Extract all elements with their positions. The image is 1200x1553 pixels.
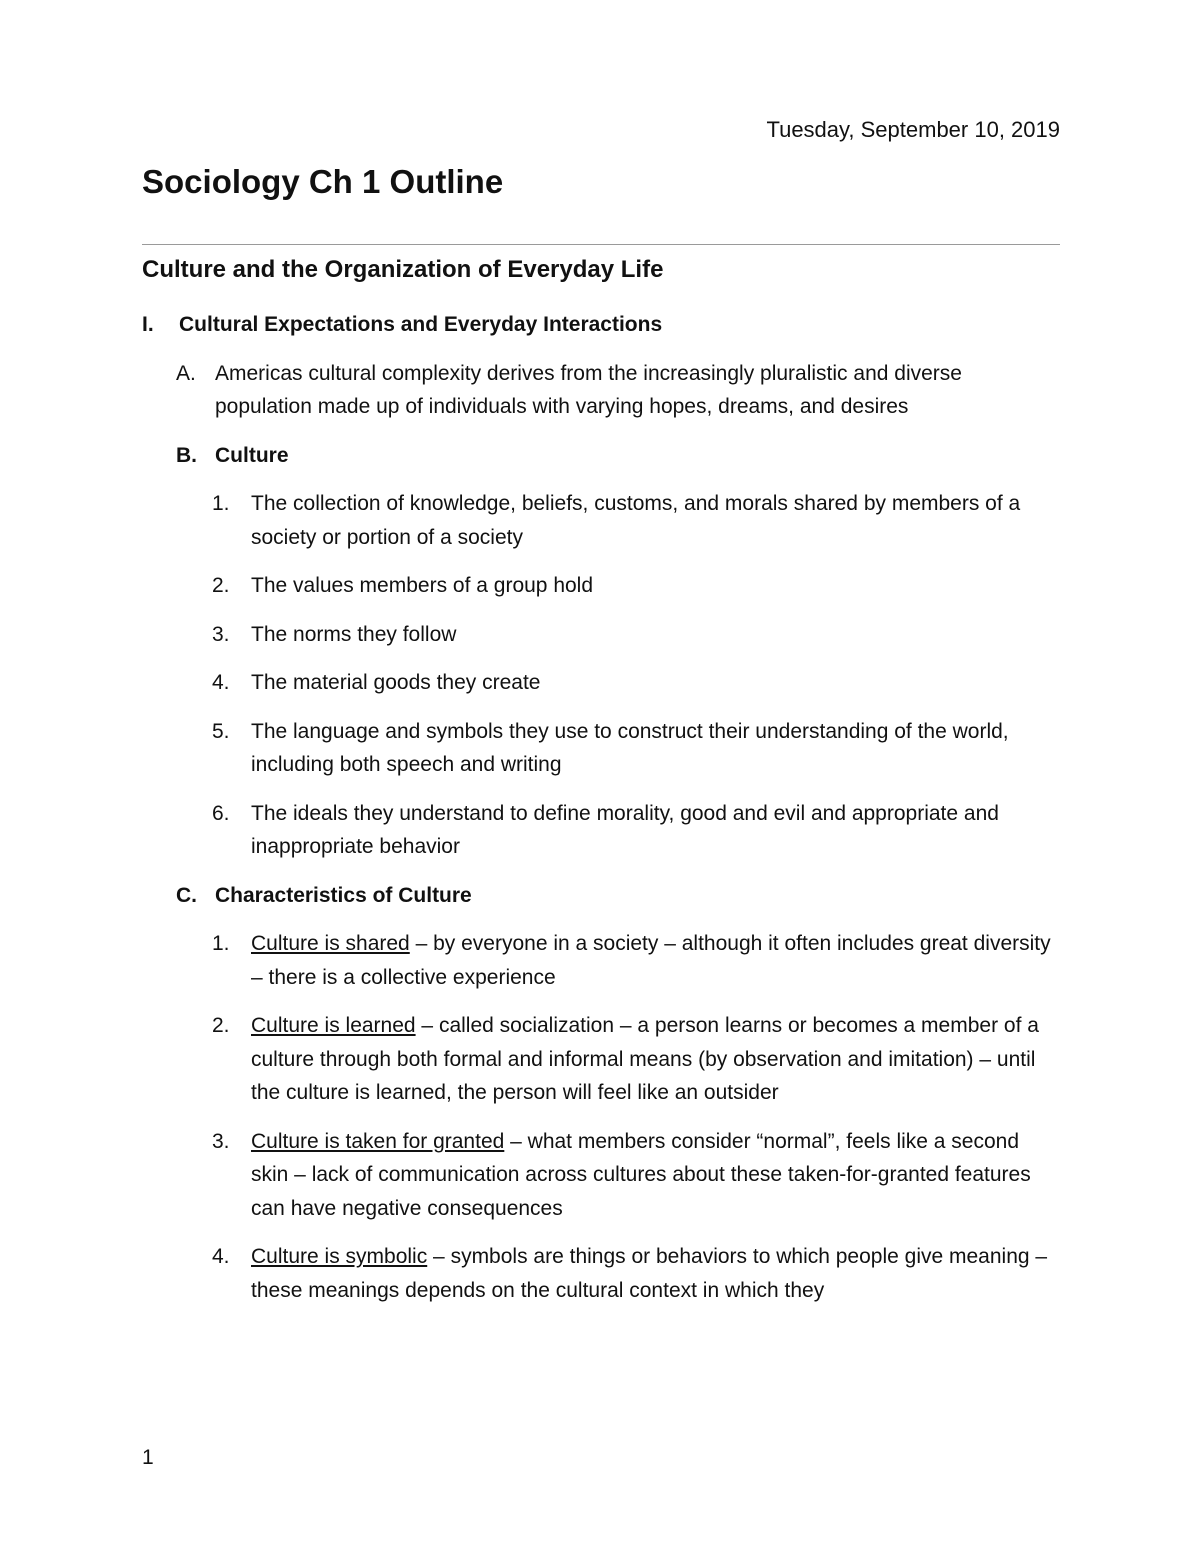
- document-title: Sociology Ch 1 Outline: [142, 163, 504, 200]
- list-item-number: 6.: [212, 801, 230, 825]
- list-item-text: The collection of knowledge, beliefs, customs, and morals shared by members of a society or portion of a society: [251, 492, 1021, 549]
- term-description: – by everyone in a society – although it often includes great diversity – there is a collective experience: [251, 932, 1051, 989]
- list-item: [142, 618, 1060, 652]
- list-item: [142, 569, 1060, 603]
- list-item-number: 1.: [212, 492, 230, 515]
- outline-item-A: [142, 357, 1060, 424]
- list-item-number: 2.: [212, 1014, 230, 1037]
- list-item: [142, 927, 1060, 994]
- list-item: [142, 487, 1060, 554]
- list-item-number: 1.: [212, 932, 230, 955]
- outline-marker: A.: [176, 361, 196, 385]
- outline-item-I: [142, 308, 1060, 342]
- list-item: [142, 1125, 1060, 1226]
- outline-text: Characteristics of Culture: [215, 883, 472, 907]
- list-item: [142, 666, 1060, 700]
- section-heading: Culture and the Organization of Everyday Life: [142, 256, 664, 283]
- list-item-number: 5.: [212, 719, 230, 743]
- outline-marker: C.: [176, 883, 197, 907]
- key-term: Culture is shared: [251, 932, 410, 955]
- term-description: – called socialization – a person learns or becomes a member of a culture through both formal and informal means (by observation and imitation) – until the culture is learned, the person will feel like an outsider: [251, 1014, 1039, 1104]
- list-item-text: The material goods they create: [251, 671, 541, 694]
- list-item: [142, 797, 1060, 864]
- title-divider: [142, 244, 1060, 245]
- outline-item-B: [142, 439, 1060, 473]
- key-term: Culture is taken for granted: [251, 1129, 505, 1153]
- outline-marker: B.: [176, 443, 197, 467]
- list-item-number: 3.: [212, 1129, 230, 1153]
- term-description: – symbols are things or behaviors to which people give meaning – these meanings depends on the cultural context in which they: [251, 1245, 1048, 1302]
- document-date: Tuesday, September 10, 2019: [766, 117, 1060, 142]
- outline-text: Americas cultural complexity derives from the increasingly pluralistic and diverse population made up of individuals with varying hopes, dreams, and desires: [215, 361, 962, 418]
- list-item-text: [251, 927, 1060, 994]
- list-item-number: 4.: [212, 671, 230, 694]
- list-item-text: The values members of a group hold: [251, 574, 594, 597]
- list-item-text: [251, 1125, 1060, 1226]
- list-item-text: The language and symbols they use to construct their understanding of the world, including both speech and writing: [251, 719, 1009, 776]
- list-item: [142, 1240, 1060, 1307]
- list-item: [142, 1009, 1060, 1110]
- term-description: – what members consider “normal”, feels like a second skin – lack of communication across cultures about these taken-for-granted features can have negative consequences: [251, 1129, 1031, 1220]
- list-item-number: 2.: [212, 574, 230, 597]
- list-item-number: 4.: [212, 1245, 230, 1268]
- outline-text: Cultural Expectations and Everyday Interactions: [179, 313, 663, 336]
- list-item-text: [251, 1009, 1060, 1110]
- list-item-text: The ideals they understand to define morality, good and evil and appropriate and inappropriate behavior: [251, 801, 999, 858]
- list-item: [142, 715, 1060, 782]
- list-item-text: The norms they follow: [251, 622, 457, 646]
- page-number: 1: [142, 1446, 154, 1469]
- outline-item-C: [142, 879, 1060, 913]
- key-term: Culture is symbolic: [251, 1245, 428, 1268]
- outline-marker: I.: [142, 313, 154, 336]
- list-item-text: [251, 1240, 1060, 1307]
- outline: [142, 308, 1060, 1322]
- outline-text: Culture: [215, 443, 289, 467]
- list-item-number: 3.: [212, 622, 230, 646]
- key-term: Culture is learned: [251, 1014, 416, 1037]
